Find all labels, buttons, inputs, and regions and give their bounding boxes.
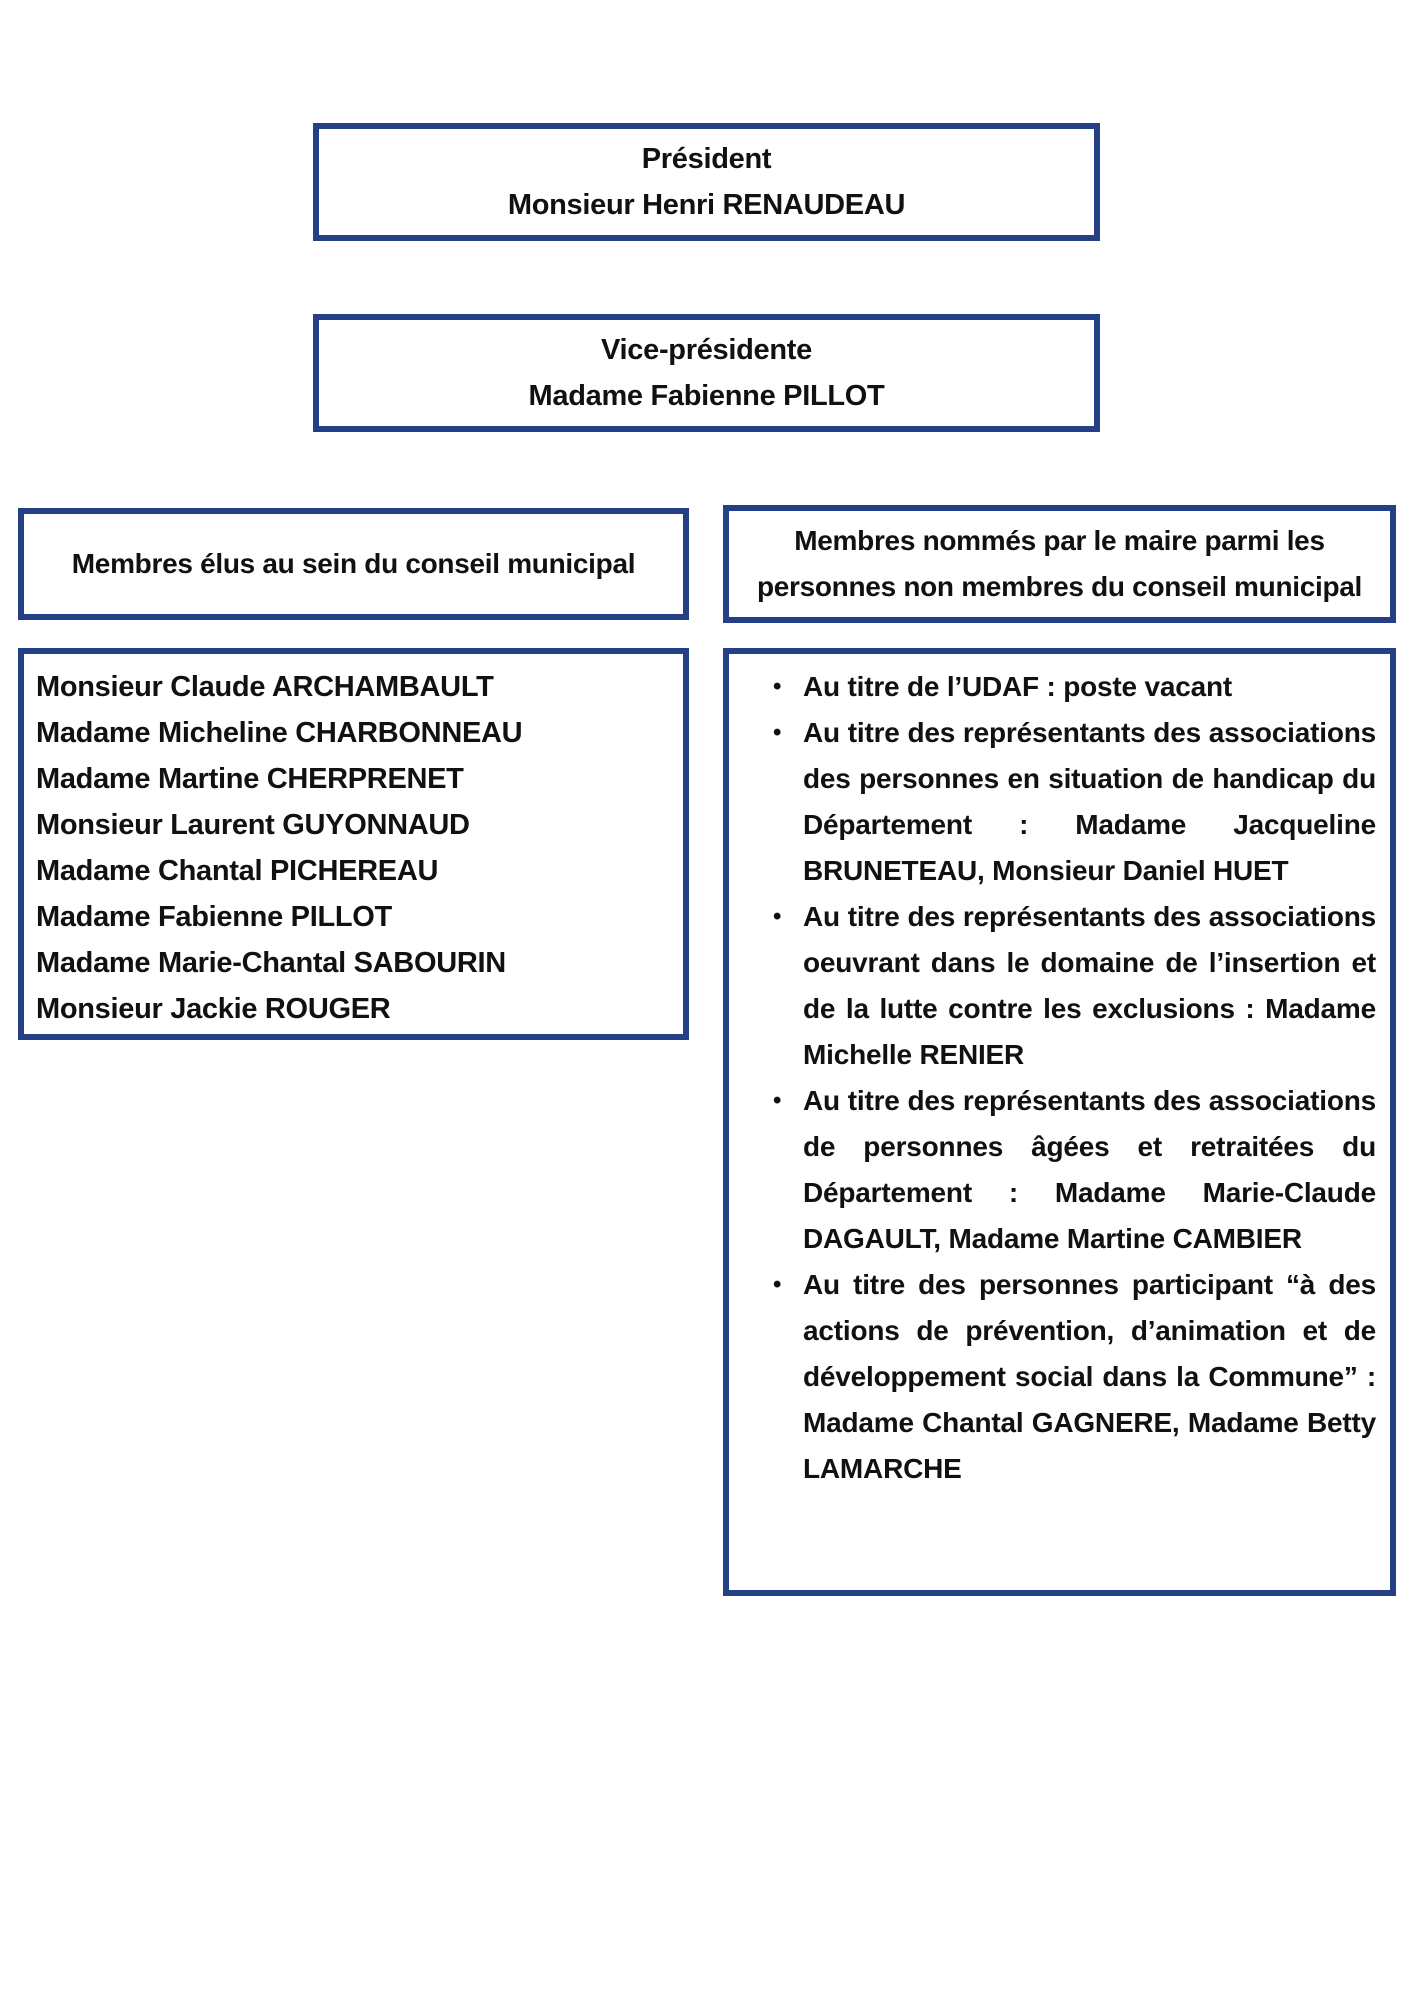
appointed-members-list [723, 648, 1396, 1596]
list-item [773, 1078, 1376, 1262]
elected-member: Madame Fabienne PILLOT [36, 901, 392, 933]
elected-member: Madame Marie-Chantal SABOURIN [36, 947, 506, 979]
appointed-item-text: Au titre des représentants des associations de personnes âgées et retraitées du Département : Madame Marie-Claude DAGAULT, Madame Martine CAMBIER [803, 1085, 1376, 1254]
vice-president-title: Vice-présidente [601, 334, 812, 366]
appointed-members-bullets [743, 664, 1376, 1492]
elected-member: Monsieur Jackie ROUGER [36, 993, 391, 1025]
elected-member: Madame Chantal PICHEREAU [36, 855, 439, 887]
appointed-item-text: Au titre des représentants des associations des personnes en situation de handicap du Département : Madame Jacqueline BRUNETEAU, Monsieur Daniel HUET [803, 717, 1376, 886]
president-title: Président [641, 143, 772, 175]
bullet-icon: • [773, 1271, 782, 1298]
elected-members-heading-box [18, 508, 689, 620]
bullet-icon: • [773, 1087, 782, 1114]
appointed-item-text: Au titre des personnes participant “à des actions de prévention, d’animation et de développement social dans la Commune” : Madame Chantal GAGNERE, Madame Betty LAMARCHE [803, 1269, 1376, 1484]
bullet-icon: • [773, 719, 782, 746]
vice-president-box [313, 314, 1100, 432]
list-item [773, 894, 1376, 1078]
president-box [313, 123, 1100, 241]
appointed-item-text: Au titre de l’UDAF : poste vacant [803, 671, 1233, 702]
appointed-item-text: Au titre des représentants des associations oeuvrant dans le domaine de l’insertion et de la lutte contre les exclusions : Madame Michelle RENIER [803, 901, 1376, 1070]
list-item [773, 1262, 1376, 1492]
elected-member: Monsieur Claude ARCHAMBAULT [36, 671, 494, 703]
appointed-members-heading-line-2: personnes non membres du conseil municipal [756, 571, 1363, 602]
elected-member: Madame Micheline CHARBONNEAU [36, 717, 523, 749]
list-item [773, 664, 1376, 710]
list-item [773, 710, 1376, 894]
bullet-icon: • [773, 903, 782, 930]
appointed-members-heading-box [723, 505, 1396, 623]
appointed-members-heading-line-1: Membres nommés par le maire parmi les [794, 525, 1325, 556]
elected-member: Monsieur Laurent GUYONNAUD [36, 809, 470, 841]
elected-member: Madame Martine CHERPRENET [36, 763, 464, 795]
bullet-icon: • [773, 673, 782, 700]
president-name: Monsieur Henri RENAUDEAU [507, 189, 906, 221]
elected-members-heading: Membres élus au sein du conseil municipal [71, 548, 636, 579]
vice-president-name: Madame Fabienne PILLOT [528, 380, 885, 412]
elected-members-list [18, 648, 689, 1040]
